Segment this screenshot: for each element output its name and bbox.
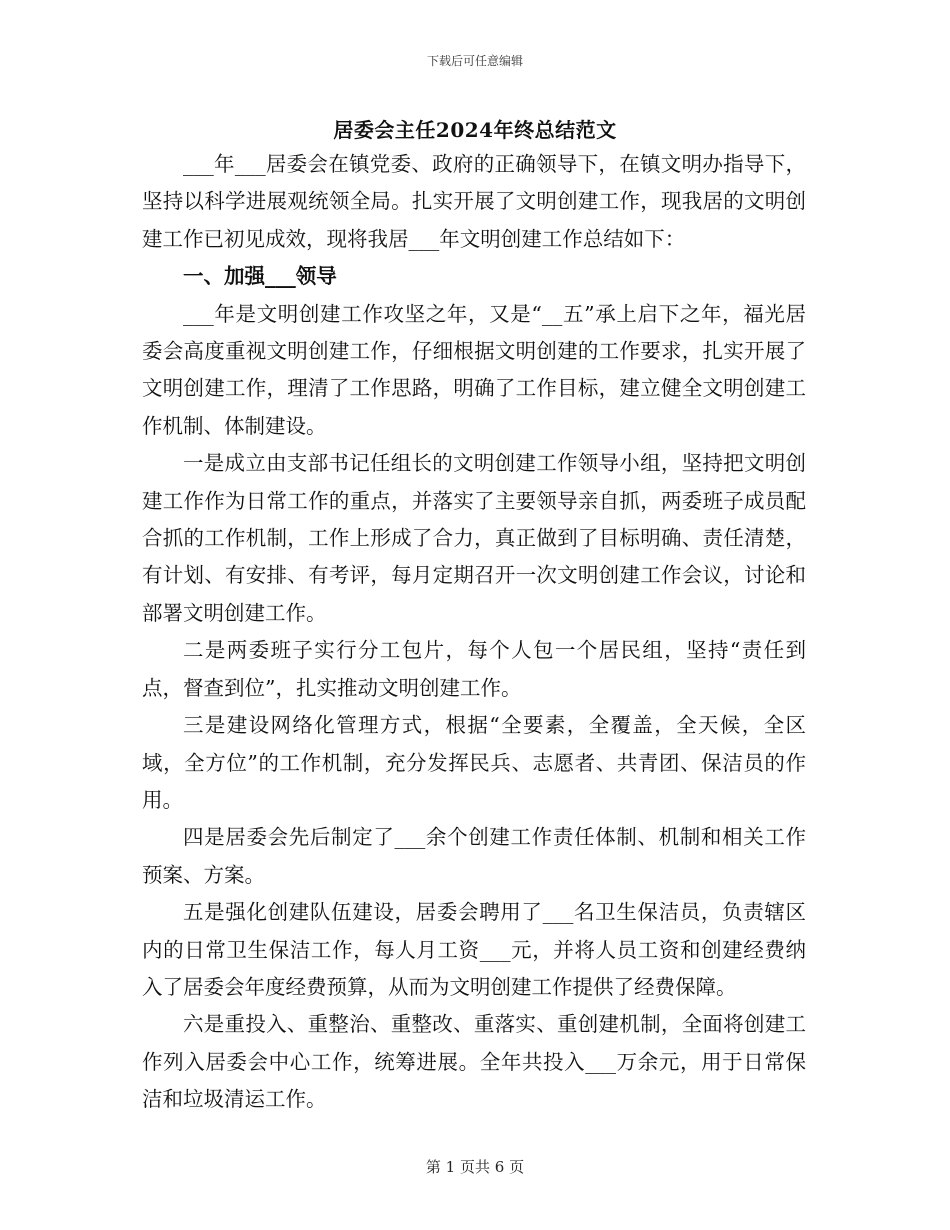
intro-paragraph: ___年___居委会在镇党委、政府的正确领导下，在镇文明办指导下，坚持以科学进展观统领全局。扎实开展了文明创建工作，现我居的文明创建工作已初见成效，现将我居___年文明创建工作总结如下： <box>142 152 806 251</box>
list-item-6: 六是重投入、重整治、重整改、重落实、重创建机制，全面将创建工作列入居委会中心工作，统筹进展。全年共投入___万余元，用于日常保洁和垃圾清运工作。 <box>142 1012 806 1112</box>
document-body <box>142 146 806 1119</box>
list-item-3: 三是建设网络化管理方式，根据“全要素，全覆盖，全天候，全区域，全方位”的工作机制，充分发挥民兵、志愿者、共青团、保洁员的作用。 <box>142 713 806 812</box>
list-item-1: 一是成立由支部书记任组长的文明创建工作领导小组，坚持把文明创建工作作为日常工作的重点，并落实了主要领导亲自抓，两委班子成员配合抓的工作机制，工作上形成了合力，真正做到了目标明确、责任清楚，有计划、有安排、有考评，每月定期召开一次文明创建工作会议，讨论和部署文明创建工作。 <box>142 451 806 625</box>
list-item-4: 四是居委会先后制定了___余个创建工作责任体制、机制和相关工作预案、方案。 <box>142 825 806 887</box>
document-title: 居委会主任2024年终总结范文 <box>333 118 617 142</box>
list-item-5: 五是强化创建队伍建设，居委会聘用了___名卫生保洁员，负责辖区内的日常卫生保洁工作，每人月工资___元，并将人员工资和创建经费纳入了居委会年度经费预算，从而为文明创建工作提供了经费保障。 <box>142 900 806 999</box>
page-number: 第 1 页共 6 页 <box>425 1158 525 1176</box>
section-paragraph: ___年是文明创建工作攻坚之年，又是“__五”承上启下之年，福光居委会高度重视文明创建工作，仔细根据文明创建的工作要求，扎实开展了文明创建工作，理清了工作思路，明确了工作目标，建立健全文明创建工作机制、体制建设。 <box>142 301 806 438</box>
header-note: 下载后可任意编辑 <box>426 54 523 68</box>
list-item-2: 二是两委班子实行分工包片，每个人包一个居民组，坚持“责任到点，督查到位”，扎实推动文明创建工作。 <box>142 638 806 700</box>
section-heading: 一、加强___领导 <box>183 264 337 289</box>
